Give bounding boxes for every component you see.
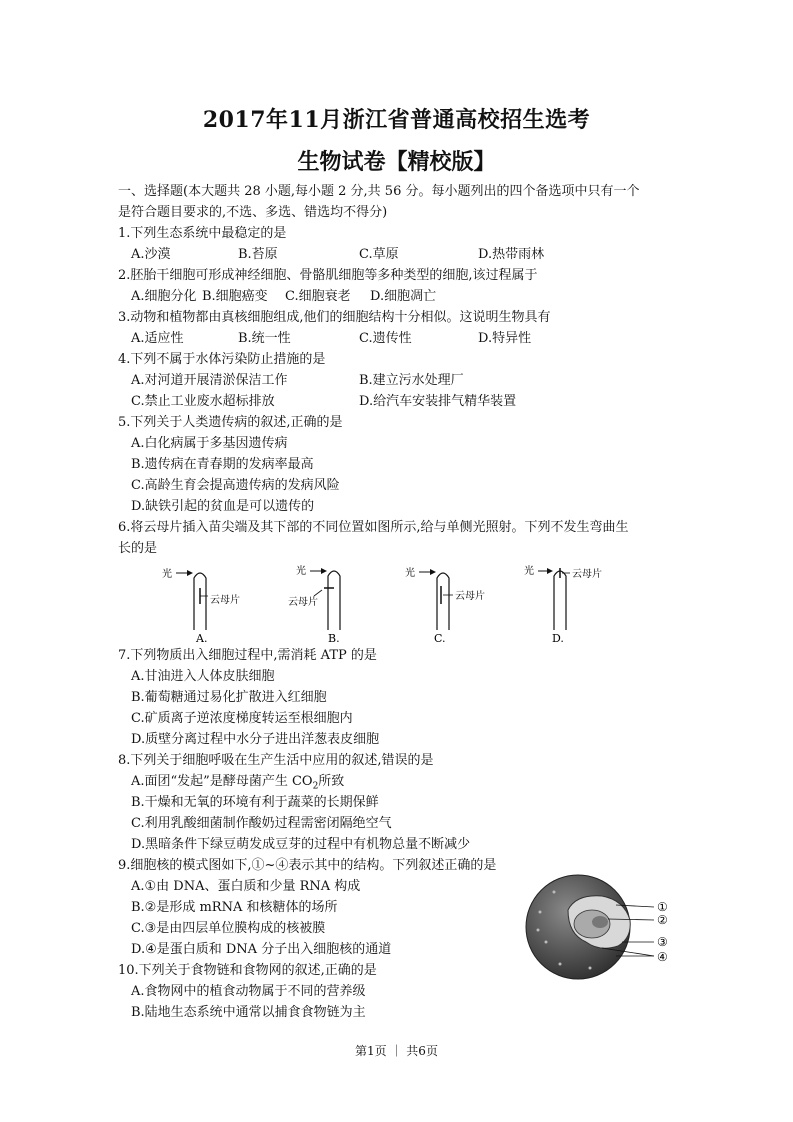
q1-option-c: C.草原 [359, 247, 399, 262]
q3-option-a: A.适应性 [131, 331, 184, 346]
marker-3: ③ [657, 935, 668, 949]
marker-1: ① [657, 900, 668, 914]
q6-stem-line2: 长的是 [118, 541, 158, 556]
light-label: 光 [405, 568, 415, 579]
q9-option-d: D.④是蛋白质和 DNA 分子出入细胞核的通道 [131, 942, 392, 957]
q4-option-b: B.建立污水处理厂 [359, 373, 464, 388]
q5-option-b: B.遗传病在青春期的发病率最高 [131, 457, 314, 472]
q4-option-a: A.对河道开展清淤保洁工作 [131, 373, 288, 388]
coleoptile-diagrams [150, 560, 630, 646]
q9-option-a: A.①由 DNA、蛋白质和少量 RNA 构成 [131, 879, 361, 894]
q6-stem-line1: 6.将云母片插入苗尖端及其下部的不同位置如图所示,给与单侧光照射。下列不发生弯曲生 [118, 520, 629, 535]
q9-option-c: C.③是由四层单位膜构成的核被膜 [131, 921, 326, 936]
q1-option-d: D.热带雨林 [478, 247, 545, 262]
q2-stem: 2.胚胎干细胞可形成神经细胞、骨骼肌细胞等多种类型的细胞,该过程属于 [118, 268, 538, 283]
diagram-d [524, 564, 602, 645]
exam-subtitle: 生物试卷【精校版】 [297, 149, 496, 175]
mica-label: 云母片 [288, 597, 318, 608]
diagram-a [162, 567, 240, 645]
q4-option-d: D.给汽车安装排气精华装置 [359, 394, 517, 409]
q5-option-a: A.白化病属于多基因遗传病 [131, 436, 288, 451]
q3-option-b: B.统一性 [238, 331, 291, 346]
label-b: B. [328, 632, 340, 645]
section-instructions-line2: 是符合题目要求的,不选、多选、错选均不得分) [118, 205, 388, 220]
q7-option-b: B.葡萄糖通过易化扩散进入红细胞 [131, 690, 327, 705]
q5-stem: 5.下列关于人类遗传病的叙述,正确的是 [118, 415, 343, 430]
q3-option-d: D.特异性 [478, 331, 532, 346]
q10-option-b: B.陆地生态系统中通常以捕食食物链为主 [131, 1005, 366, 1020]
q5-option-d: D.缺铁引起的贫血是可以遗传的 [131, 499, 315, 514]
mica-label: 云母片 [210, 595, 240, 606]
q8-option-a: A.面团“发起”是酵母菌产生 $CO_2$所致 [131, 774, 345, 792]
diagram-b [288, 564, 340, 645]
marker-4: ④ [657, 950, 668, 964]
page-footer: 第1页 ｜ 共6页 [355, 1044, 438, 1058]
q1-option-b: B.苔原 [238, 247, 278, 262]
q8-option-c: C.利用乳酸细菌制作酸奶过程需密闭隔绝空气 [131, 816, 392, 831]
marker-2: ② [657, 913, 668, 927]
q5-option-c: C.高龄生育会提高遗传病的发病风险 [131, 478, 340, 493]
light-label: 光 [524, 566, 534, 577]
q10-stem: 10.下列关于食物链和食物网的叙述,正确的是 [118, 963, 377, 978]
nucleus-diagram [520, 872, 675, 982]
q2-option-a: A.细胞分化 [131, 289, 197, 304]
q3-stem: 3.动物和植物都由真核细胞组成,他们的细胞结构十分相似。这说明生物具有 [118, 310, 551, 325]
q10-option-a: A.食物网中的植食动物属于不同的营养级 [131, 984, 366, 999]
q7-option-c: C.矿质离子逆浓度梯度转运至根细胞内 [131, 711, 353, 726]
label-c: C. [434, 632, 446, 645]
q9-stem: 9.细胞核的模式图如下,①~④表示其中的结构。下列叙述正确的是 [118, 858, 497, 873]
section-instructions-line1: 一、选择题(本大题共 28 小题,每小题 2 分,共 56 分。每小题列出的四个备选项中只有一个 [118, 184, 640, 199]
q2-option-d: D.细胞凋亡 [370, 289, 437, 304]
q4-stem: 4.下列不属于水体污染防止措施的是 [118, 352, 326, 367]
q7-option-a: A.甘油进入人体皮肤细胞 [131, 669, 275, 684]
exam-title: 2017年11月浙江省普通高校招生选考 [202, 107, 591, 133]
mica-label: 云母片 [455, 591, 485, 602]
q9-option-b: B.②是形成 mRNA 和核糖体的场所 [131, 900, 338, 915]
q8-option-b: B.干燥和无氧的环境有利于蔬菜的长期保鲜 [131, 795, 379, 810]
q8-option-d: D.黑暗条件下绿豆萌发成豆芽的过程中有机物总量不断减少 [131, 837, 471, 852]
mica-label: 云母片 [572, 569, 602, 580]
label-d: D. [552, 632, 564, 645]
q2-option-c: C.细胞衰老 [285, 289, 351, 304]
q8-stem: 8.下列关于细胞呼吸在生产生活中应用的叙述,错误的是 [118, 753, 434, 768]
q4-option-c: C.禁止工业废水超标排放 [131, 394, 275, 409]
label-a: A. [196, 632, 208, 645]
q3-option-c: C.遗传性 [359, 331, 412, 346]
q2-option-b: B.细胞癌变 [202, 289, 268, 304]
q1-option-a: A.沙漠 [131, 247, 171, 262]
q7-stem: 7.下列物质出入细胞过程中,需消耗 ATP 的是 [118, 648, 377, 663]
diagram-c [405, 566, 485, 645]
q1-stem: 1.下列生态系统中最稳定的是 [118, 226, 287, 241]
q7-option-d: D.质壁分离过程中水分子进出洋葱表皮细胞 [131, 732, 380, 747]
light-label: 光 [162, 569, 172, 580]
light-label: 光 [296, 566, 306, 577]
